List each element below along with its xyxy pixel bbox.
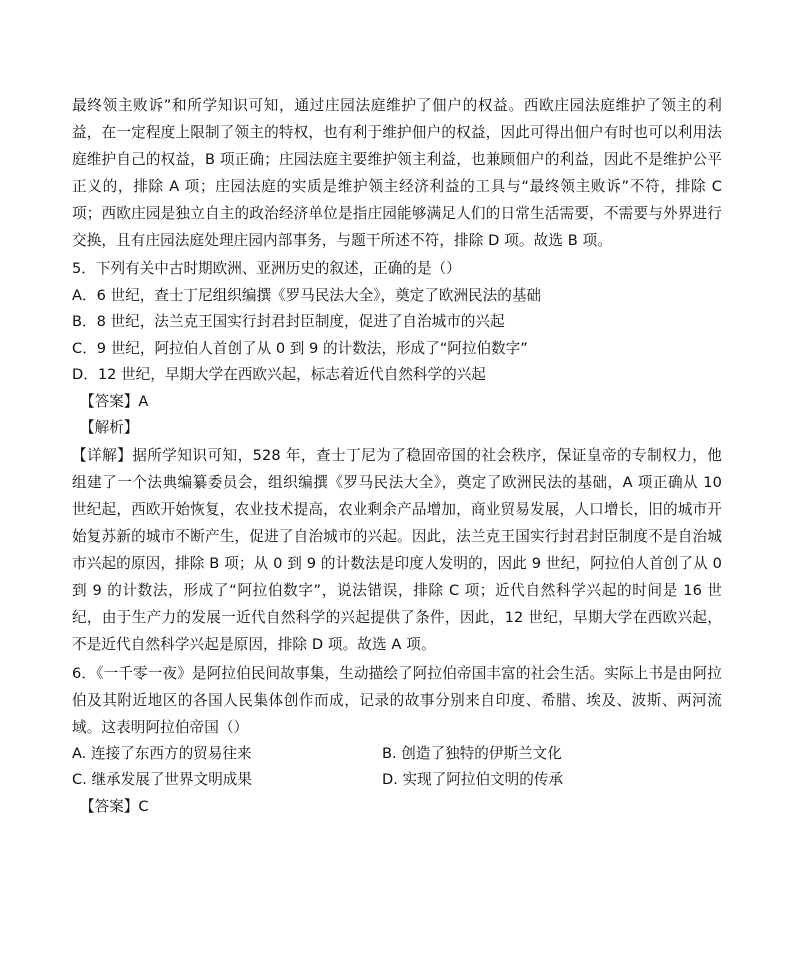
question-6-option-b: B. 创造了独特的伊斯兰文化 [382,744,562,762]
question-5-answer: 【答案】A [80,392,149,410]
question-6-option-c: C. 继承发展了世界文明成果 [72,771,253,788]
question-6-option-a: A. 连接了东西方的贸易往来 [72,744,252,762]
question-6-stem: 6．《一千零一夜》是阿拉伯民间故事集，生动描绘了阿拉伯帝国丰富的社会生活。实际上书是由阿拉伯及其附近地区的各国人民集体创作而成，记录的故事分别来自印度、希腊、埃及、波斯、两河流域。这表明阿拉伯帝国（） [72,664,722,736]
analysis-paragraph-q4: 最终领主败诉”和所学知识可知，通过庄园法庭维护了佃户的权益。西欧庄园法庭维护了领主的利益，在一定程度上限制了领主的特权，也有利于维护佃户的权益，因此可得出佃户有时也可以利用法庭维护自己的权益，B 项正确；庄园法庭主要维护领主利益，也兼顾佃户的利益，因此不是维护公平正义的，排除 A 项；庄园法庭的实质是维护领主经济利益的工具与“最终领主败诉”不符，排除 C 项；西欧庄园是独立自主的政治经济单位是指庄园能够满足人们的日常生活需要，不需要与外界进行交换，且有庄园法庭处理庄园内部事务，与题干所述不符，排除 D 项。故选 B 项。 [72,97,722,249]
question-5-option-a: A．6 世纪，查士丁尼组织编撰《罗马民法大全》，奠定了欧洲民法的基础 [72,286,542,304]
question-6-options-row-2 [72,767,722,794]
question-5-analysis-label: 【解析】 [80,419,139,436]
question-5-detail: 【详解】据所学知识可知，528 年，查士丁尼为了稳固帝国的社会秩序，保证皇帝的专制权力，他组建了一个法典编纂委员会，组织编撰《罗马民法大全》，奠定了欧洲民法的基础，A 项正确从 10 世纪起，西欧开始恢复，农业技术提高，农业剩余产品增加，商业贸易发展，人口增长，旧的城市开始复苏新的城市不断产生，促进了自治城市的兴起。因此，法兰克王国实行封君封臣制度不是自治城市兴起的原因，排除 B 项；从 0 到 9 的计数法是印度人发明的，因此 9 世纪，阿拉伯人首创了从 0 到 9 的计数法，形成了“阿拉伯数字”，说法错误，排除 C 项；近代自然科学兴起的时间是 16 世纪，由于生产力的发展一近代自然科学的兴起提供了条件，因此，12 世纪，早期大学在西欧兴起，不是近代自然科学兴起是原因，排除 D 项。故选 A 项。 [72,446,722,653]
question-6-answer: 【答案】C [80,797,149,815]
question-5 [72,256,722,658]
question-5-option-d: D．12 世纪，早期大学在西欧兴起，标志着近代自然科学的兴起 [72,366,486,383]
document-content [72,92,722,820]
question-6-option-d: D. 实现了阿拉伯文明的传承 [382,771,564,788]
question-5-option-b: B．8 世纪，法兰克王国实行封君封臣制度，促进了自治城市的兴起 [72,313,505,330]
question-6-options-row-1 [72,741,722,768]
question-5-stem: 5．下列有关中古时期欧洲、亚洲历史的叙述，正确的是（） [72,260,461,277]
question-6 [72,660,722,821]
question-5-option-c: C．9 世纪，阿拉伯人首创了从 0 到 9 的计数法，形成了“阿拉伯数字” [72,339,528,357]
